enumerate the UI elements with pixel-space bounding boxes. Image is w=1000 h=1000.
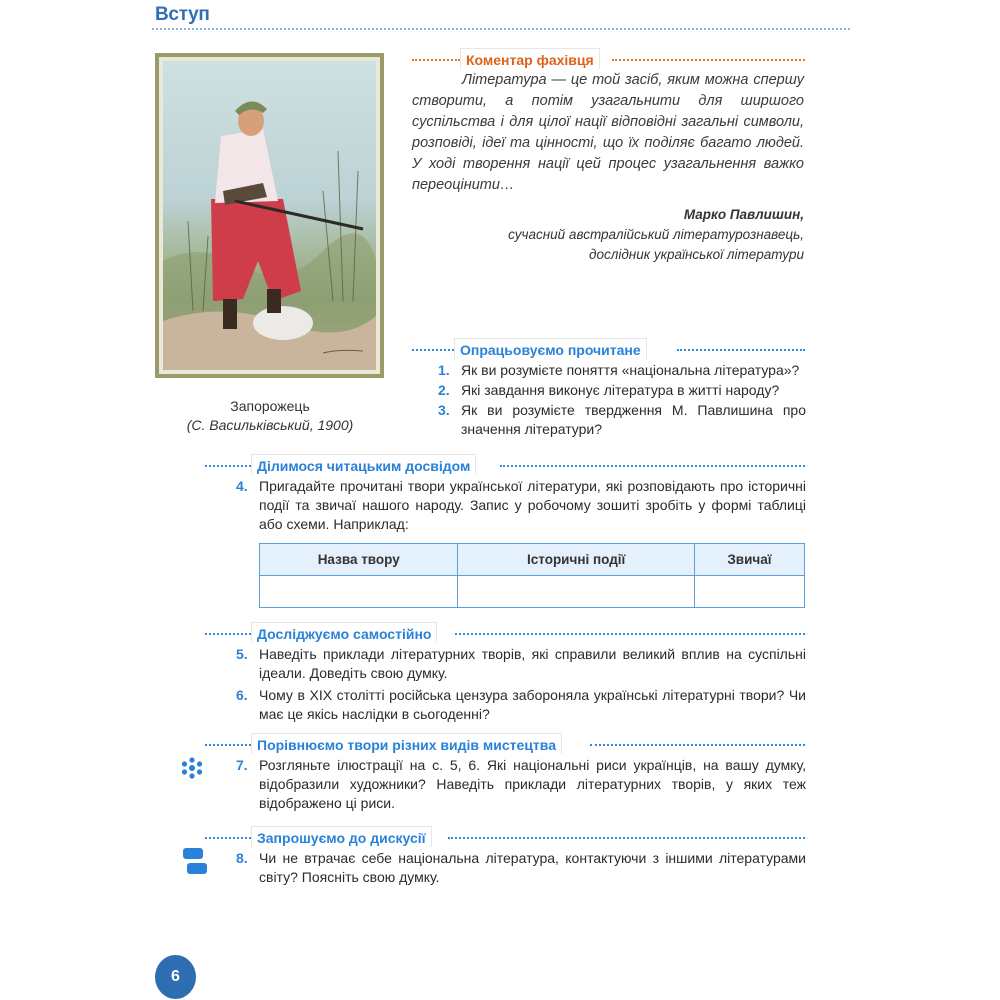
section-heading-reading xyxy=(412,338,805,360)
question-number: 6. xyxy=(236,687,248,703)
question-text: Які завдання виконує література в житті народу? xyxy=(461,382,780,398)
painting-author: (С. Васильківський, 1900) xyxy=(186,417,354,433)
expert-comment-heading xyxy=(412,48,805,70)
table-header-customs: Звичаї xyxy=(694,544,804,576)
section-heading-compare-arts xyxy=(205,733,805,755)
painting-zaporozhets xyxy=(163,61,376,370)
question-number: 5. xyxy=(236,646,248,662)
section-heading-label: Запрошуємо до дискусії xyxy=(251,826,432,847)
painting-title: Запорожець xyxy=(230,398,310,414)
question-number: 8. xyxy=(236,850,248,866)
question-text: Чи не втрачає себе національна література, контактуючи з іншими літературами світу? Поясніть свою думку. xyxy=(259,850,806,885)
table-header-historical-events: Історичні події xyxy=(458,544,694,576)
section-heading-label: Ділимося читацьким досвідом xyxy=(251,454,476,475)
question-number: 3. xyxy=(438,402,450,418)
question-text: Як ви розумієте твердження М. Павлишина про значення літератури? xyxy=(461,402,806,437)
page-number-badge: 6 xyxy=(155,955,196,999)
expert-comment-label: Коментар фахівця xyxy=(460,48,600,69)
question-item xyxy=(236,645,806,683)
question-text: Наведіть приклади літературних творів, які справили великий вплив на суспільні ідеали. Доведіть свою думку. xyxy=(259,646,806,681)
question-number: 7. xyxy=(236,757,248,773)
question-item xyxy=(236,686,806,724)
question-item xyxy=(438,381,806,400)
question-text: Як ви розумієте поняття «національна література»? xyxy=(461,362,800,378)
section-heading-label: Досліджуємо самостійно xyxy=(251,622,437,643)
table-cell xyxy=(694,576,804,608)
expert-quote: Література — це той засіб, яким можна спершу створити, а потім узагальнити для ширшого суспільства і для цілої нації відповідні загальні символи, розповіді, ідеї та цінності, що їх поділяє багато людей. У ході творення нації цей процес узагальнення важко переоцінити… xyxy=(412,72,804,193)
question-item xyxy=(236,756,806,813)
example-table xyxy=(259,543,805,608)
section-heading-research xyxy=(205,622,805,644)
question-item xyxy=(236,849,806,887)
question-text: Пригадайте прочитані твори української літератури, які розповідають про історичні події та звичаї нашого народу. Запис у робочому зошиті зробіть у формі таблиці або схеми. Наприклад: xyxy=(259,478,806,532)
table-cell xyxy=(458,576,694,608)
painting-frame xyxy=(155,53,384,378)
header-divider xyxy=(152,28,850,30)
section-heading-label: Порівнюємо твори різних видів мистецтва xyxy=(251,733,562,754)
question-text: Розгляньте ілюстрації на с. 5, 6. Які національні риси українців, на вашу думку, відобразили художники? Наведіть приклади літературних творів, у яких теж відображено ці риси. xyxy=(259,757,806,811)
table-header-work-title: Назва твору xyxy=(260,544,458,576)
quote-author: Марко Павлишин, xyxy=(683,207,804,222)
question-number: 1. xyxy=(438,362,450,378)
question-item xyxy=(438,401,806,439)
painting-caption xyxy=(160,397,380,435)
question-number: 2. xyxy=(438,382,450,398)
table-cell xyxy=(260,576,458,608)
section-heading-label: Опрацьовуємо прочитане xyxy=(454,338,647,359)
chat-icon xyxy=(183,848,207,876)
quote-attribution xyxy=(508,205,804,265)
quote-author-desc-1: сучасний австралійський літературознавець, xyxy=(508,227,804,242)
section-title: Вступ xyxy=(155,4,210,25)
question-item xyxy=(236,477,806,534)
question-number: 4. xyxy=(236,478,248,494)
question-item xyxy=(438,361,806,380)
section-heading-reader-experience xyxy=(205,454,805,476)
question-text: Чому в XIX столітті російська цензура забороняла українські літературні твори? Чи має це якісь наслідки в сьогоденні? xyxy=(259,687,806,722)
flower-icon xyxy=(180,756,204,780)
table-row xyxy=(260,576,805,608)
section-heading-discussion xyxy=(205,826,805,848)
quote-author-desc-2: дослідник української літератури xyxy=(588,247,804,262)
